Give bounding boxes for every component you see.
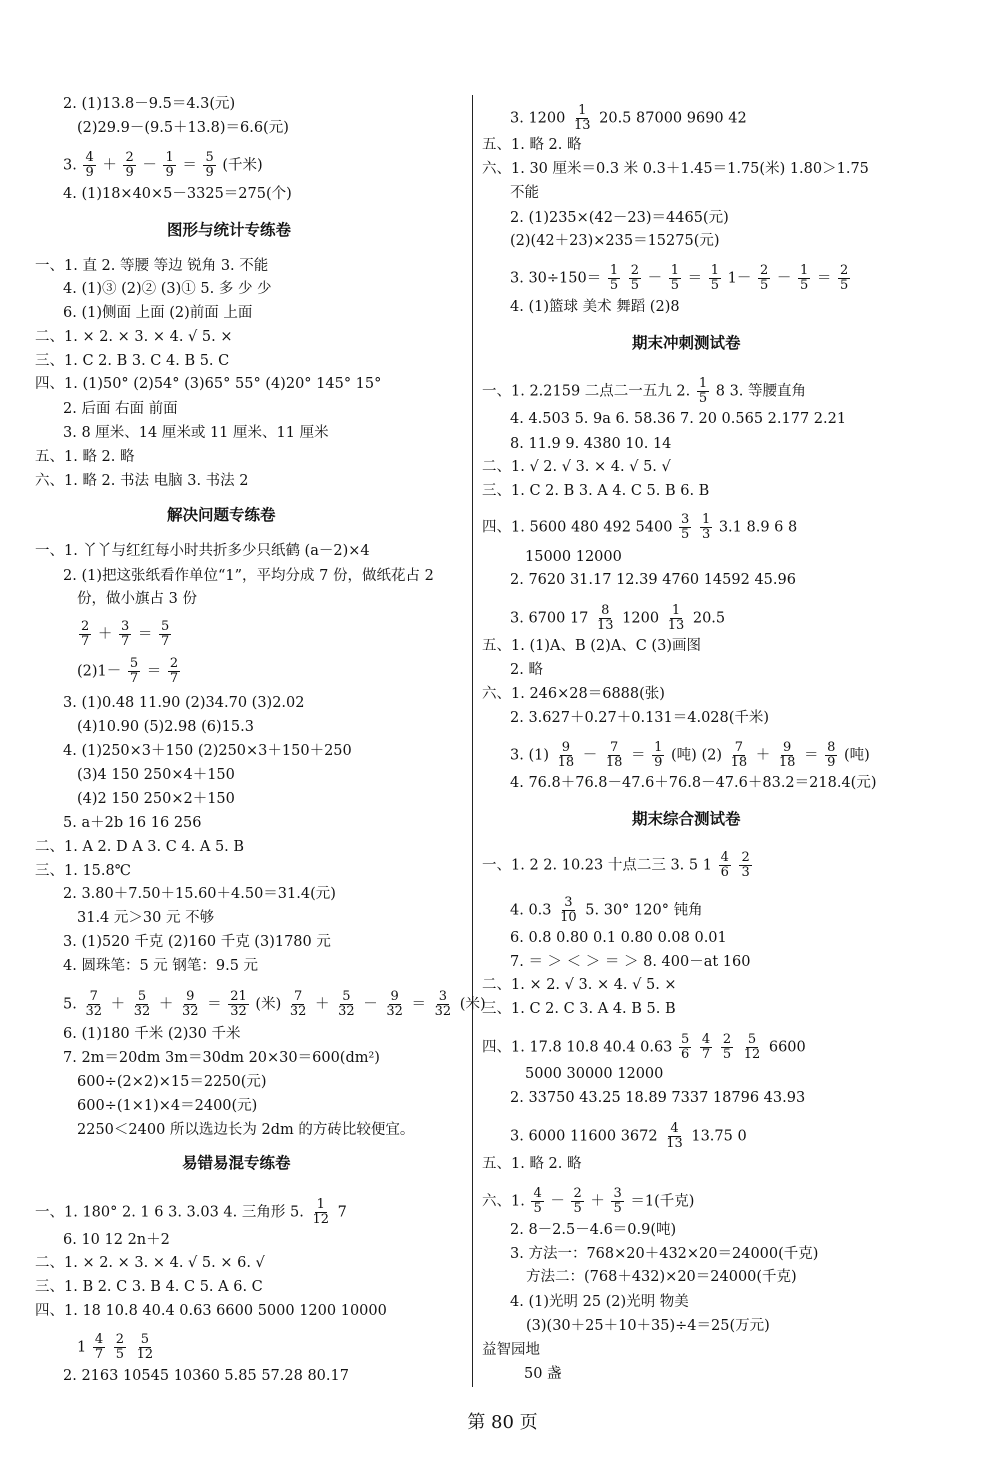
answer-line: 50 盏 (524, 1366, 562, 1382)
answer-line: 份，做小旗占 3 份 (77, 591, 197, 607)
fraction: $\frac{9}{32}$ (181, 989, 199, 1019)
fraction: $\frac{4}{6}$ (720, 850, 729, 880)
answer-line: 2. 3.80＋7.50＋15.60＋4.50＝31.4(元) (63, 886, 336, 902)
answer-line: 五、1. 略 2. 略 (35, 449, 135, 465)
answer-line: 三、1. C 2. B 3. A 4. C 5. B 6. B (482, 483, 710, 499)
fraction: $\frac{1}{13}$ (667, 603, 685, 633)
fraction: $\frac{2}{5}$ (759, 263, 769, 293)
answer-line: 600÷(1×1)×4＝2400(元) (77, 1098, 258, 1114)
fraction: $\frac{5}{12}$ (743, 1032, 761, 1062)
answer-line: 6. (1)180 千米 (2)30 千米 (63, 1026, 241, 1042)
answer-line: 2. 7620 31.17 12.39 4760 14592 45.96 (510, 572, 796, 588)
fraction: $\frac{9}{18}$ (557, 740, 575, 770)
answer-line: 2. 略 (510, 662, 543, 678)
answer-line: 五、1. (1)A、B (2)A、C (3)画图 (482, 638, 701, 654)
page-number: 第 80 页 (467, 1412, 538, 1433)
fraction: $\frac{2}{5}$ (722, 1032, 732, 1062)
fraction: $\frac{5}{12}$ (136, 1332, 154, 1362)
answer-line: 4. 0.3 $\frac{3}{10}$ 5. 30° 120° 钝角 (510, 895, 703, 925)
answer-line: 五、1. 略 2. 略 (482, 1156, 582, 1172)
answer-line: 4. (1)篮球 美术 舞蹈 (2)8 (510, 299, 680, 315)
answer-line: 五、1. 略 2. 略 (482, 137, 582, 153)
answer-line: 二、1. A 2. D A 3. C 4. A 5. B (35, 839, 245, 855)
fraction: $\frac{5}{9}$ (205, 150, 214, 180)
answer-line: 二、1. × 2. × 3. × 4. √ 5. × 6. √ (35, 1255, 265, 1271)
answer-line: 2. 3.627＋0.27＋0.131＝4.028(千米) (510, 710, 770, 726)
answer-line: 3. 6000 11600 3672 $\frac{4}{13}$ 13.75 0 (510, 1121, 747, 1151)
fraction: $\frac{1}{3}$ (701, 512, 711, 542)
section-heading: 解决问题专练卷 (167, 506, 276, 524)
answer-line: $\frac{2}{7}$ ＋ $\frac{3}{7}$ ＝ $\frac{5}{7}$ (81, 619, 170, 649)
answer-line: 2. 8－2.5－4.6＝0.9(吨) (510, 1222, 677, 1238)
answer-line: 一、1. 丫丫与红红每小时共折多少只纸鹤 (a－2)×4 (35, 543, 370, 559)
answer-line: 7. ＝ ＞ ＜ ＞ ＝ ＞ 8. 400－at 160 (510, 954, 751, 970)
answer-line: 6. 10 12 2n＋2 (63, 1232, 170, 1248)
answer-line: (3)(30＋25＋10＋35)÷4＝25(万元) (526, 1318, 770, 1334)
fraction: $\frac{3}{5}$ (613, 1186, 622, 1216)
answer-line: 3. 8 厘米、14 厘米或 11 厘米、11 厘米 (63, 425, 329, 441)
fraction: $\frac{2}{3}$ (741, 850, 750, 880)
fraction: $\frac{3}{5}$ (681, 512, 690, 542)
answer-line: 2. 2163 10545 10360 5.85 57.28 80.17 (63, 1368, 349, 1384)
answer-line: 六、1. 30 厘米＝0.3 米 0.3＋1.45＝1.75(米) 1.80＞1.75 (482, 161, 869, 177)
fraction: $\frac{7}{18}$ (605, 740, 623, 770)
fraction: $\frac{1}{12}$ (312, 1197, 329, 1227)
answer-line: 二、1. × 2. × 3. × 4. √ 5. × (35, 329, 233, 345)
fraction: $\frac{7}{32}$ (85, 989, 102, 1019)
fraction: $\frac{8}{13}$ (597, 603, 614, 633)
answer-line: 六、1. $\frac{4}{5}$ － $\frac{2}{5}$ ＋ $\frac{3}{5}$ ＝1(千克) (482, 1186, 695, 1216)
answer-line: 3. (1)0.48 11.90 (2)34.70 (3)2.02 (63, 695, 305, 711)
answer-line: 5000 30000 12000 (525, 1066, 664, 1082)
answer-line: 4. 76.8＋76.8－47.6＋76.8－47.6＋83.2＝218.4(元) (510, 775, 877, 791)
fraction: $\frac{9}{32}$ (386, 989, 403, 1019)
answer-line: 31.4 元＞30 元 不够 (77, 910, 215, 926)
fraction: $\frac{4}{13}$ (666, 1121, 683, 1151)
answer-line: 7. 2m＝20dm 3m＝30dm 20×30＝600(dm²) (63, 1050, 380, 1066)
fraction: $\frac{1}{9}$ (654, 740, 663, 770)
answer-line: 2. (1)235×(42－23)＝4465(元) (510, 210, 729, 226)
answer-line: 六、1. 略 2. 书法 电脑 3. 书法 2 (35, 473, 249, 489)
answer-line: (3)4 150 250×4＋150 (77, 767, 235, 783)
fraction: $\frac{8}{9}$ (827, 740, 836, 770)
fraction: $\frac{2}{5}$ (839, 263, 849, 293)
answer-line: 3. (1)520 千克 (2)160 千克 (3)1780 元 (63, 934, 331, 950)
fraction: $\frac{4}{9}$ (85, 150, 94, 180)
answer-line: 4. 4.503 5. 9a 6. 58.36 7. 20 0.565 2.177 2.21 (510, 411, 847, 427)
answer-line: 3. 1200 $\frac{1}{13}$ 20.5 87000 9690 42 (510, 103, 747, 133)
answer-line: 3. (1) $\frac{9}{18}$ － $\frac{7}{18}$ ＝ $\frac{1}{9}$ (吨) (2) $\frac{7}{18}$ ＋ $\frac{9}{18}$ ＝ $\frac{8}{9}$ (吨) (510, 740, 870, 770)
answer-line: 600÷(2×2)×15＝2250(元) (77, 1074, 267, 1090)
fraction: $\frac{1}{5}$ (710, 263, 720, 293)
answer-line: 3. 30÷150＝ $\frac{1}{5}$ $\frac{2}{5}$ － $\frac{1}{5}$ ＝ $\frac{1}{5}$ 1－ $\frac{2}{5}$ － $\frac{1}{5}$ ＝ $\frac{2}{5}$ (510, 263, 849, 293)
section-heading: 期末综合测试卷 (632, 810, 741, 828)
answer-line: (2)1－ $\frac{5}{7}$ ＝ $\frac{2}{7}$ (77, 656, 179, 686)
answer-line: 四、1. 17.8 10.8 40.4 0.63 $\frac{5}{6}$ $\frac{4}{7}$ $\frac{2}{5}$ $\frac{5}{12}$ 6600 (482, 1032, 806, 1062)
section-heading: 易错易混专练卷 (182, 1154, 291, 1172)
fraction: $\frac{1}{5}$ (698, 376, 708, 406)
answer-line: 4. 圆珠笔：5 元 钢笔：9.5 元 (63, 958, 259, 974)
answer-line: 8. 11.9 9. 4380 10. 14 (510, 436, 672, 452)
fraction: $\frac{2}{9}$ (125, 150, 134, 180)
fraction: $\frac{3}{7}$ (121, 619, 130, 649)
fraction: $\frac{2}{7}$ (169, 656, 179, 686)
answer-line: 一、1. 2 2. 10.23 十点二三 3. 5 1 $\frac{4}{6}$ $\frac{2}{3}$ (482, 850, 750, 880)
answer-line: 四、1. 18 10.8 40.4 0.63 6600 5000 1200 10000 (35, 1303, 387, 1319)
answer-line: 2. 33750 43.25 18.89 7337 18796 43.93 (510, 1090, 806, 1106)
answer-line: 不能 (510, 185, 539, 201)
answer-line: 4. (1)光明 25 (2)光明 物美 (510, 1294, 689, 1310)
fraction: $\frac{5}{6}$ (681, 1032, 690, 1062)
section-heading: 期末冲刺测试卷 (632, 334, 741, 352)
answer-line: 1 $\frac{4}{7}$ $\frac{2}{5}$ $\frac{5}{12}$ (77, 1332, 154, 1362)
fraction: $\frac{1}{5}$ (609, 263, 619, 293)
answer-line: 一、1. 180° 2. 1 6 3. 3.03 4. 三角形 5. $\frac{1}{12}$ 7 (35, 1197, 347, 1227)
answer-line: 四、1. 5600 480 492 5400 $\frac{3}{5}$ $\frac{1}{3}$ 3.1 8.9 6 8 (482, 512, 798, 542)
fraction: $\frac{4}{7}$ (701, 1032, 711, 1062)
answer-line: 5. a＋2b 16 16 256 (63, 815, 202, 831)
answer-line: 3. 6700 17 $\frac{8}{13}$ 1200 $\frac{1}{13}$ 20.5 (510, 603, 726, 633)
answer-line: 2. (1)13.8－9.5＝4.3(元) (63, 96, 236, 112)
answer-line: 3. $\frac{4}{9}$ ＋ $\frac{2}{9}$ － $\frac{1}{9}$ ＝ $\frac{5}{9}$ (千米) (63, 150, 263, 180)
answer-line: 二、1. √ 2. √ 3. × 4. √ 5. √ (482, 459, 671, 475)
fraction: $\frac{5}{32}$ (338, 989, 355, 1019)
answer-line: 一、1. 直 2. 等腰 等边 锐角 3. 不能 (35, 258, 269, 274)
fraction: $\frac{7}{18}$ (730, 740, 748, 770)
answer-line: (4)10.90 (5)2.98 (6)15.3 (77, 719, 254, 735)
fraction: $\frac{2}{7}$ (81, 619, 90, 649)
answer-line: 4. (1)18×40×5－3325＝275(个) (63, 186, 292, 202)
answer-line: 六、1. 246×28＝6888(张) (482, 686, 665, 702)
answer-line: 6. (1)侧面 上面 (2)前面 上面 (63, 305, 253, 321)
answer-line: 2250＜2400 所以选边长为 2dm 的方砖比较便宜。 (77, 1122, 415, 1138)
answer-line: 二、1. × 2. √ 3. × 4. √ 5. × (482, 977, 677, 993)
answer-line: 15000 12000 (525, 549, 622, 565)
answer-line: 2. 后面 右面 前面 (63, 401, 178, 417)
fraction: $\frac{21}{32}$ (230, 989, 247, 1019)
fraction: $\frac{5}{7}$ (161, 619, 170, 649)
fraction: $\frac{5}{32}$ (133, 989, 151, 1019)
answer-line: 4. (1)③ (2)② (3)① 5. 多 少 少 (63, 281, 272, 297)
fraction: $\frac{1}{9}$ (165, 150, 174, 180)
answer-line: 三、1. B 2. C 3. B 4. C 5. A 6. C (35, 1279, 263, 1295)
answer-line: (4)2 150 250×2＋150 (77, 791, 235, 807)
fraction: $\frac{3}{32}$ (434, 989, 452, 1019)
answer-line: 四、1. (1)50° (2)54° (3)65° 55° (4)20° 145° 15° (35, 376, 382, 392)
fraction: $\frac{2}{5}$ (630, 263, 640, 293)
fraction: $\frac{7}{32}$ (289, 989, 307, 1019)
section-heading: 图形与统计专练卷 (167, 221, 292, 239)
fraction: $\frac{9}{18}$ (778, 740, 796, 770)
fraction: $\frac{1}{5}$ (799, 263, 809, 293)
answer-line: 6. 0.8 0.80 0.1 0.80 0.08 0.01 (510, 930, 727, 946)
fraction: $\frac{2}{5}$ (115, 1332, 125, 1362)
fraction: $\frac{2}{5}$ (573, 1186, 582, 1216)
answer-line: 3. 方法一：768×20＋432×20＝24000(千克) (510, 1246, 819, 1262)
fraction: $\frac{5}{7}$ (129, 656, 139, 686)
fraction: $\frac{1}{13}$ (573, 103, 591, 133)
answer-line: (2)29.9－(9.5＋13.8)＝6.6(元) (77, 120, 289, 136)
column-divider (472, 95, 473, 1387)
answer-line: 三、1. C 2. B 3. C 4. B 5. C (35, 353, 230, 369)
answer-line: 三、1. 15.8℃ (35, 863, 131, 879)
answer-line: 5. $\frac{7}{32}$ ＋ $\frac{5}{32}$ ＋ $\frac{9}{32}$ ＝ $\frac{21}{32}$ (米) $\frac{7}{32}$ ＋ $\frac{5}{32}$ － $\frac{9}{32}$ ＝ $\frac{3}{32}$ (米) (63, 989, 486, 1019)
answer-line: 4. (1)250×3＋150 (2)250×3＋150＋250 (63, 743, 352, 759)
fraction: $\frac{4}{5}$ (533, 1186, 542, 1216)
answer-line: 2. (1)把这张纸看作单位“1”，平均分成 7 份，做纸花占 2 (63, 568, 434, 584)
answer-line: (2)(42＋23)×235＝15275(元) (510, 233, 720, 249)
fraction: $\frac{1}{5}$ (670, 263, 680, 293)
answer-line: 一、1. 2.2159 二点二一五九 2. $\frac{1}{5}$ 8 3. 等腰直角 (482, 376, 807, 406)
fraction: $\frac{4}{7}$ (94, 1332, 104, 1362)
answer-line: 三、1. C 2. C 3. A 4. B 5. B (482, 1001, 676, 1017)
answer-line: 方法二：(768＋432)×20＝24000(千克) (526, 1269, 797, 1285)
answer-line: 益智园地 (482, 1342, 540, 1358)
fraction: $\frac{3}{10}$ (560, 895, 577, 925)
